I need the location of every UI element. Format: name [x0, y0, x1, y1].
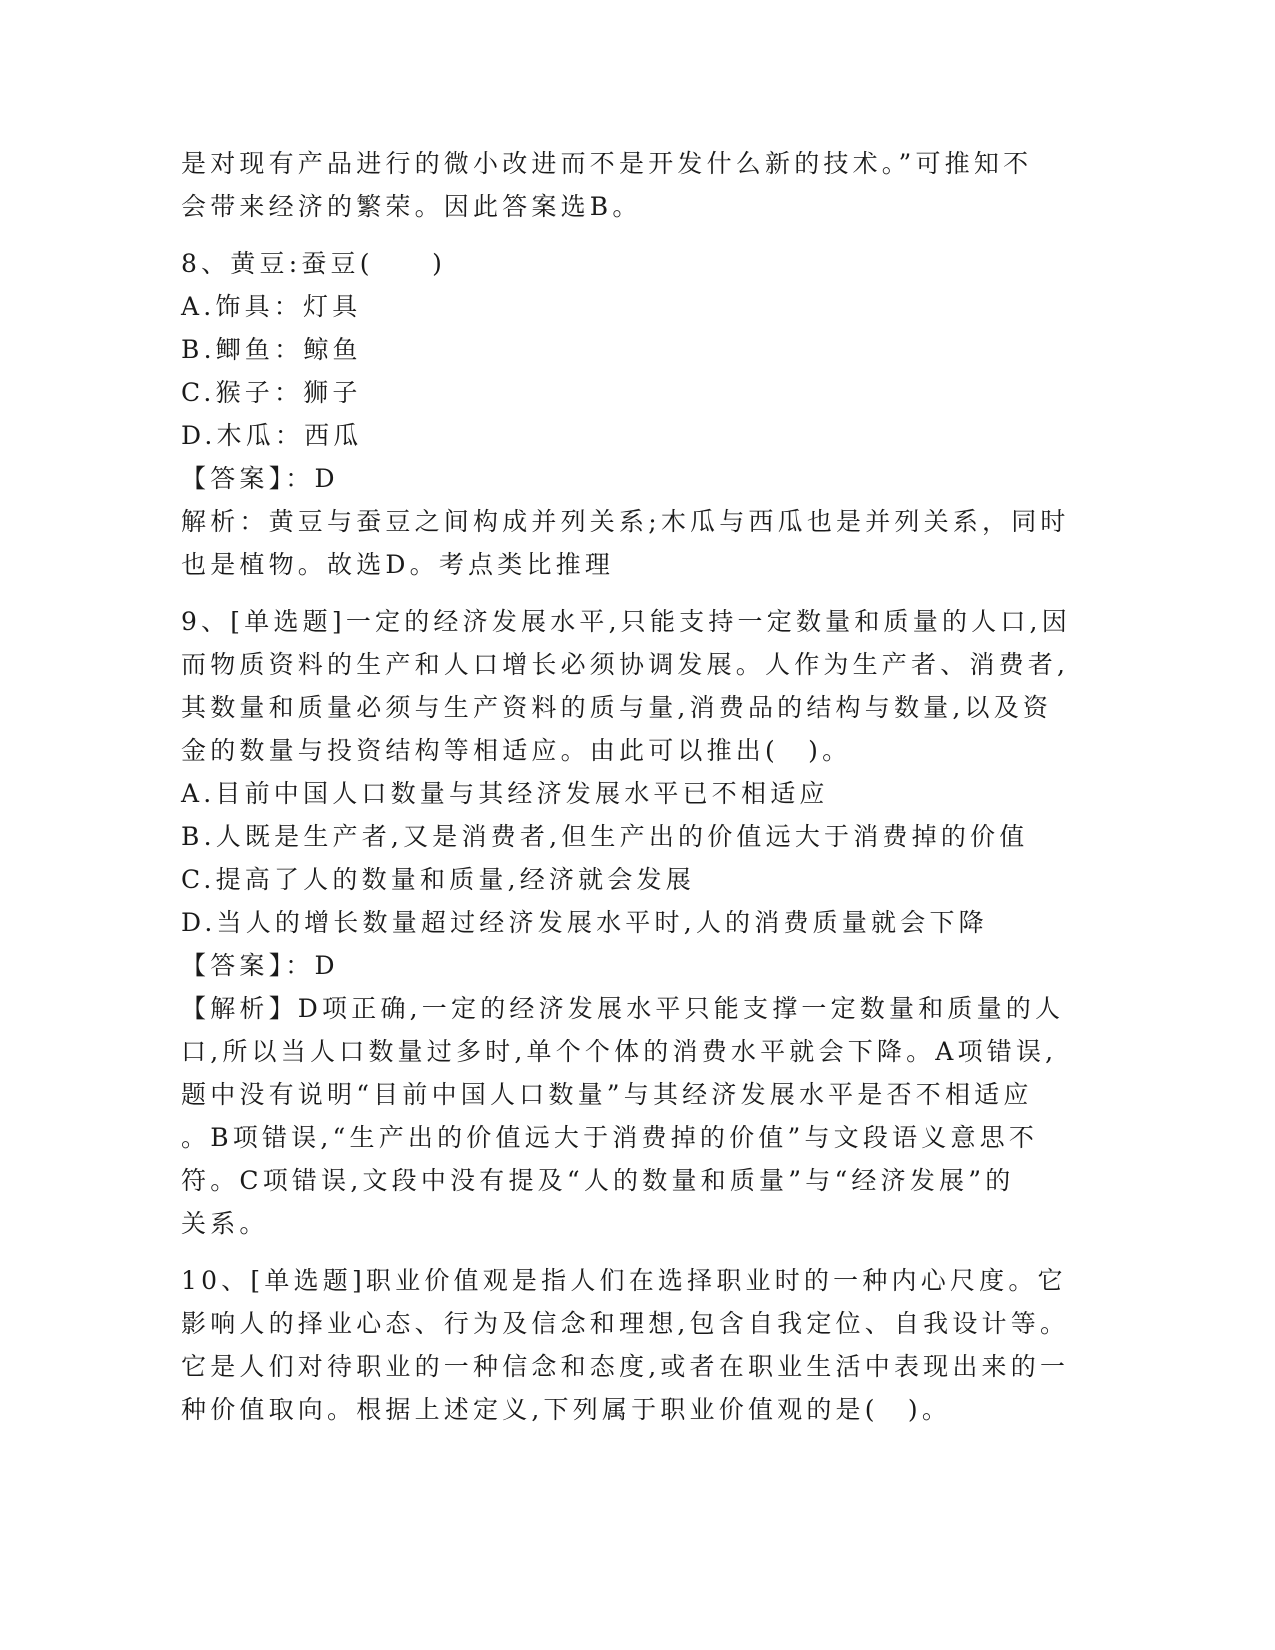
- paragraph-gap: [181, 1245, 1041, 1259]
- text-line: 是对现有产品进行的微小改进而不是开发什么新的技术。”可推知不: [181, 149, 1033, 178]
- question-stem: 它是人们对待职业的一种信念和态度,或者在职业生活中表现出来的一: [181, 1352, 1070, 1381]
- explanation-line: 解析：黄豆与蚕豆之间构成并列关系;木瓜与西瓜也是并列关系，同时: [181, 507, 1070, 536]
- option-a: A.目前中国人口数量与其经济发展水平已不相适应: [181, 779, 829, 808]
- option-d: D.木瓜：西瓜: [181, 421, 363, 450]
- question-stem: 影响人的择业心态、行为及信念和理想,包含自我定位、自我设计等。: [181, 1309, 1070, 1338]
- previous-question-explanation: [181, 142, 1041, 228]
- question-stem: 8、黄豆:蚕豆( ): [181, 249, 447, 278]
- question-stem: 其数量和质量必须与生产资料的质与量,消费品的结构与数量,以及资: [181, 693, 1053, 722]
- explanation-line: 关系。: [181, 1209, 269, 1238]
- answer-line: 【答案】：D: [181, 951, 339, 980]
- option-b: B.人既是生产者,又是消费者,但生产出的价值远大于消费掉的价值: [181, 822, 1029, 851]
- question-stem: 金的数量与投资结构等相适应。由此可以推出( )。: [181, 736, 852, 765]
- explanation-line: 。B项错误,“生产出的价值远大于消费掉的价值”与文段语义意思不: [181, 1123, 1039, 1152]
- option-a: A.饰具：灯具: [181, 292, 362, 321]
- question-9: [181, 600, 1071, 1245]
- question-8: [181, 242, 1070, 586]
- paragraph-gap: [181, 586, 1041, 600]
- question-stem: 9、[单选题]一定的经济发展水平,只能支持一定数量和质量的人口,因: [181, 607, 1071, 636]
- explanation-line: 符。C项错误,文段中没有提及“人的数量和质量”与“经济发展”的: [181, 1166, 1015, 1195]
- option-c: C.提高了人的数量和质量,经济就会发展: [181, 865, 695, 894]
- paragraph-gap: [181, 228, 1041, 242]
- explanation-line: 【解析】D项正确,一定的经济发展水平只能支撑一定数量和质量的人: [181, 994, 1065, 1023]
- option-d: D.当人的增长数量超过经济发展水平时,人的消费质量就会下降: [181, 908, 988, 937]
- text-line: 会带来经济的繁荣。因此答案选B。: [181, 192, 642, 221]
- document-page: [181, 142, 1071, 1431]
- explanation-line: 题中没有说明“目前中国人口数量”与其经济发展水平是否不相适应: [181, 1080, 1033, 1109]
- question-stem: 而物质资料的生产和人口增长必须协调发展。人作为生产者、消费者,: [181, 650, 1070, 679]
- question-stem: 10、[单选题]职业价值观是指人们在选择职业时的一种内心尺度。它: [181, 1266, 1067, 1295]
- option-c: C.猴子：狮子: [181, 378, 362, 407]
- explanation-line: 口,所以当人口数量过多时,单个个体的消费水平就会下降。A项错误,: [181, 1037, 1058, 1066]
- answer-line: 【答案】：D: [181, 464, 339, 493]
- question-10: [181, 1259, 1070, 1431]
- question-stem: 种价值取向。根据上述定义,下列属于职业价值观的是( )。: [181, 1395, 952, 1424]
- explanation-line: 也是植物。故选D。考点类比推理: [181, 550, 615, 579]
- option-b: B.鲫鱼：鲸鱼: [181, 335, 362, 364]
